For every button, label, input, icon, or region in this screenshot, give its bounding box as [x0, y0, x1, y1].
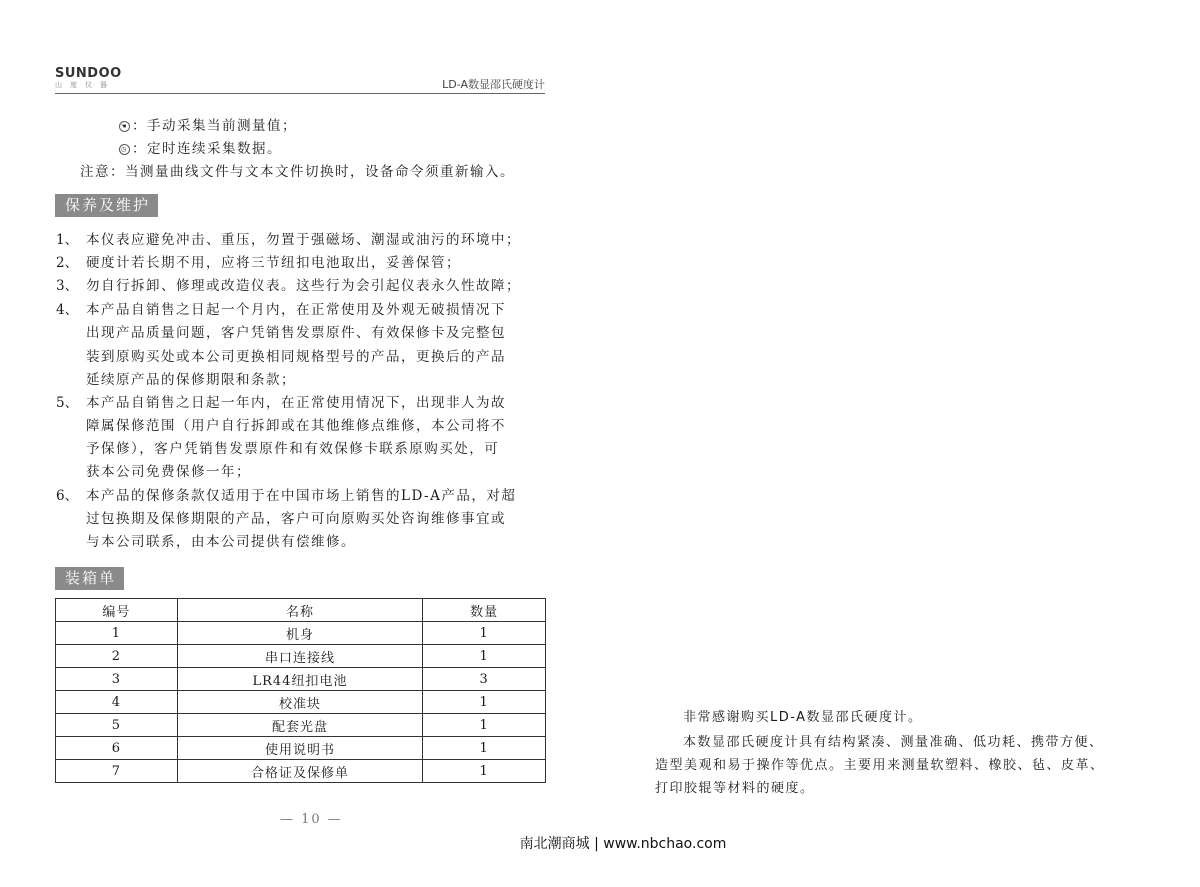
item-line: 过包换期及保修期限的产品，客户可向原购买处咨询维修事宜或: [86, 511, 506, 527]
manual-collect-line: [119, 114, 297, 134]
section-title-maintenance: 保养及维护: [55, 194, 158, 217]
table-row: [56, 668, 546, 691]
item-line: 硬度计若长期不用，应将三节纽扣电池取出，妥善保管；: [86, 255, 461, 271]
table-row: [56, 645, 546, 668]
section-title-packing: 装箱单: [55, 567, 124, 590]
cell-name: 串口连接线: [177, 645, 423, 668]
cell-number: 1: [56, 622, 178, 645]
item-line: 装到原购买处或本公司更换相同规格型号的产品，更换后的产品: [86, 349, 506, 365]
hand-icon: ☚: [119, 121, 130, 132]
cell-quantity: 1: [423, 760, 546, 783]
cell-quantity: 1: [423, 691, 546, 714]
brand-subtitle: 山度仪器: [55, 81, 115, 89]
table-row: [56, 737, 546, 760]
clock-icon: ◷: [119, 144, 130, 155]
brand-logo: [55, 66, 122, 90]
item-number: 1、: [56, 232, 79, 248]
intro-paragraph-line: 打印胶辊等材料的硬度。: [655, 781, 815, 796]
table-header-row: [56, 599, 546, 622]
note-text: 注意：当测量曲线文件与文本文件切换时，设备命令须重新输入。: [80, 164, 515, 180]
cell-number: 3: [56, 668, 178, 691]
item-line: 本仪表应避免冲击、重压，勿置于强磁场、潮湿或油污的环境中；: [86, 232, 521, 248]
item-line: 获本公司免费保修一年；: [86, 464, 251, 480]
column-header: 名称: [177, 599, 423, 622]
site-watermark: 南北潮商城 | www.nbchao.com: [519, 836, 727, 852]
cell-name: 使用说明书: [177, 737, 423, 760]
timer-collect-line: [119, 137, 282, 157]
cell-quantity: 3: [423, 668, 546, 691]
cell-quantity: 1: [423, 622, 546, 645]
intro-paragraph-line: 造型美观和易于操作等优点。主要用来测量软塑料、橡胶、毡、皮革、: [655, 758, 1105, 773]
intro-paragraph-line: 本数显邵氏硬度计具有结构紧凑、测量准确、低功耗、携带方便、: [683, 735, 1104, 750]
table-row: [56, 760, 546, 783]
cell-quantity: 1: [423, 714, 546, 737]
table-row: [56, 714, 546, 737]
item-line: 延续原产品的保修期限和条款；: [86, 372, 296, 388]
intro-paragraph-line: 非常感谢购买LD-A数显邵氏硬度计。: [683, 710, 923, 725]
page-number: — 10 —: [280, 812, 343, 827]
column-header: 编号: [56, 599, 178, 622]
timer-collect-text: ：定时连续采集数据。: [132, 141, 282, 157]
header-divider: [55, 93, 545, 94]
item-number: 4、: [56, 302, 79, 318]
item-line: 本产品自销售之日起一个月内，在正常使用及外观无破损情况下: [86, 302, 506, 318]
item-line: 障属保修范围（用户自行拆卸或在其他维修点维修，本公司将不: [86, 418, 506, 434]
table-row: [56, 691, 546, 714]
packing-table: [55, 598, 546, 783]
document-title: LD-A数显邵氏硬度计: [442, 78, 545, 91]
item-number: 3、: [56, 278, 79, 294]
item-number: 5、: [56, 395, 79, 411]
item-line: 本产品自销售之日起一年内，在正常使用情况下，出现非人为故: [86, 395, 506, 411]
item-line: 予保修），客户凭销售发票原件和有效保修卡联系原购买处，可: [86, 441, 500, 457]
item-line: 与本公司联系，由本公司提供有偿维修。: [86, 534, 356, 550]
cell-name: 配套光盘: [177, 714, 423, 737]
column-header: 数量: [423, 599, 546, 622]
cell-quantity: 1: [423, 737, 546, 760]
item-line: 出现产品质量问题，客户凭销售发票原件、有效保修卡及完整包: [86, 325, 506, 341]
item-line: 勿自行拆卸、修理或改造仪表。这些行为会引起仪表永久性故障；: [86, 278, 521, 294]
item-line: 本产品的保修条款仅适用于在中国市场上销售的LD-A产品，对超: [86, 488, 517, 504]
manual-collect-text: ：手动采集当前测量值；: [132, 118, 297, 134]
cell-name: LR44纽扣电池: [177, 668, 423, 691]
cell-quantity: 1: [423, 645, 546, 668]
cell-number: 7: [56, 760, 178, 783]
cell-name: 校准块: [177, 691, 423, 714]
cell-number: 2: [56, 645, 178, 668]
brand-name: SUNDOO: [55, 66, 122, 81]
item-number: 6、: [56, 488, 79, 504]
item-number: 2、: [56, 255, 79, 271]
cell-name: 机身: [177, 622, 423, 645]
cell-number: 6: [56, 737, 178, 760]
cell-name: 合格证及保修单: [177, 760, 423, 783]
cell-number: 5: [56, 714, 178, 737]
cell-number: 4: [56, 691, 178, 714]
table-row: [56, 622, 546, 645]
